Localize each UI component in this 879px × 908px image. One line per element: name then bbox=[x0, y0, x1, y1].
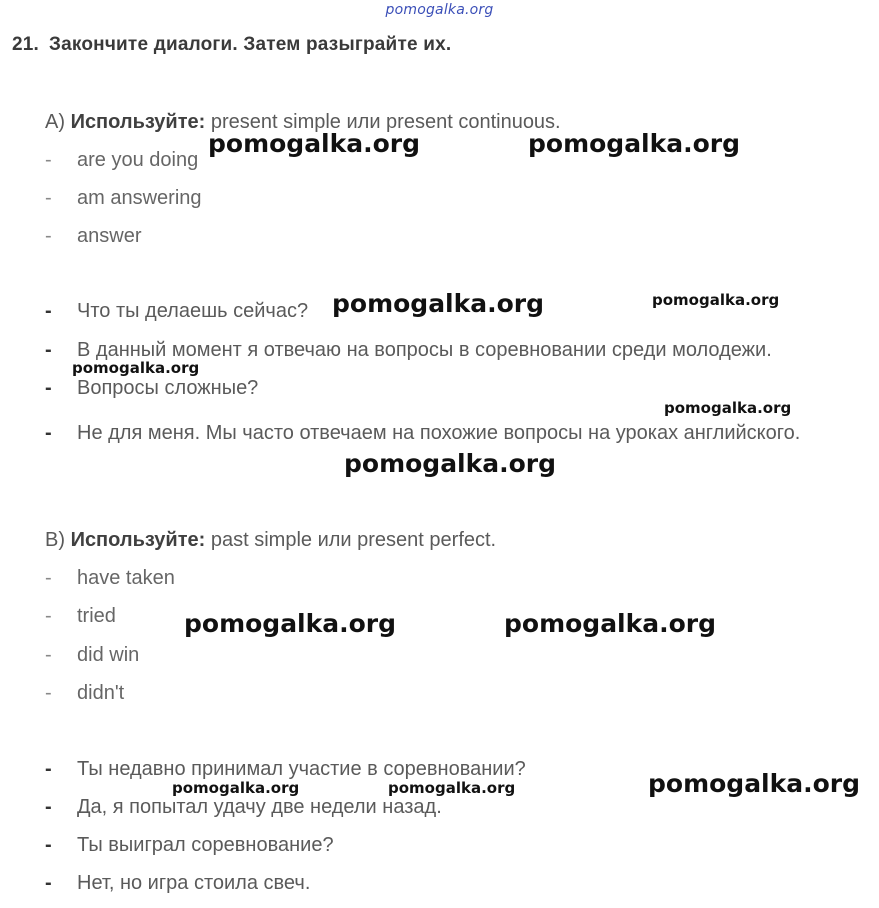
list-dash: - bbox=[45, 149, 52, 171]
dialogue-text: Ты недавно принимал участие в соревновании? bbox=[77, 758, 526, 780]
dialogue-line bbox=[45, 414, 868, 452]
dialogue-line bbox=[45, 377, 258, 400]
list-dash: - bbox=[45, 377, 52, 399]
part-b-instruction bbox=[45, 529, 496, 552]
dialogue-line bbox=[45, 834, 334, 857]
list-dash: - bbox=[45, 644, 52, 666]
watermark: pomogalka.org bbox=[332, 289, 545, 318]
part-b-use-label: Используйте: bbox=[70, 529, 206, 551]
list-item bbox=[45, 605, 116, 628]
list-item bbox=[45, 187, 202, 210]
option-text: tried bbox=[77, 605, 116, 627]
dialogue-text: В данный момент я отвечаю на вопросы в соревновании среди молодежи. bbox=[77, 339, 772, 361]
dialogue-text: Не для меня. Мы часто отвечаем на похожие вопросы на уроках английского. bbox=[77, 422, 801, 444]
list-dash: - bbox=[45, 225, 52, 247]
watermark: pomogalka.org bbox=[184, 609, 397, 638]
watermark: pomogalka.org bbox=[648, 769, 861, 798]
list-dash: - bbox=[45, 300, 52, 322]
watermark: pomogalka.org bbox=[388, 779, 516, 797]
list-dash: - bbox=[45, 872, 52, 894]
dialogue-line bbox=[45, 872, 310, 895]
part-a-prefix: A) bbox=[45, 111, 65, 133]
header-watermark: pomogalka.org bbox=[385, 2, 494, 18]
dialogue-text: Что ты делаешь сейчас? bbox=[77, 300, 309, 322]
dialogue-text: Вопросы сложные? bbox=[77, 377, 259, 399]
option-text: have taken bbox=[77, 567, 175, 589]
list-dash: - bbox=[45, 758, 52, 780]
watermark: pomogalka.org bbox=[664, 399, 792, 417]
list-dash: - bbox=[45, 605, 52, 627]
list-dash: - bbox=[45, 187, 52, 209]
dialogue-line bbox=[45, 758, 526, 781]
task-number: 21. bbox=[12, 34, 40, 55]
task-title bbox=[12, 34, 451, 56]
dialogue-text: Да, я попытал удачу две недели назад. bbox=[77, 796, 442, 818]
part-a-instruction-text: present simple или present continuous. bbox=[205, 111, 561, 133]
list-dash: - bbox=[45, 796, 52, 818]
watermark: pomogalka.org bbox=[528, 129, 741, 158]
list-item bbox=[45, 225, 141, 248]
part-b-prefix: B) bbox=[45, 529, 65, 551]
dialogue-text: Ты выиграл соревнование? bbox=[77, 834, 334, 856]
dialogue-text: Нет, но игра стоила свеч. bbox=[77, 872, 311, 894]
option-text: answer bbox=[77, 225, 142, 247]
watermark: pomogalka.org bbox=[504, 609, 717, 638]
list-item bbox=[45, 567, 175, 590]
option-text: am answering bbox=[77, 187, 202, 209]
watermark: pomogalka.org bbox=[208, 129, 421, 158]
watermark: pomogalka.org bbox=[344, 449, 557, 478]
dialogue-line bbox=[45, 300, 308, 323]
list-dash: - bbox=[45, 339, 52, 361]
list-item bbox=[45, 644, 139, 667]
watermark: pomogalka.org bbox=[172, 779, 300, 797]
list-item bbox=[45, 682, 124, 705]
list-dash: - bbox=[45, 567, 52, 589]
list-dash: - bbox=[45, 682, 52, 704]
list-item bbox=[45, 149, 198, 172]
list-dash: - bbox=[45, 422, 52, 444]
watermark: pomogalka.org bbox=[72, 359, 200, 377]
task-heading: Закончите диалоги. Затем разыграйте их. bbox=[49, 34, 452, 55]
dialogue-line bbox=[45, 796, 442, 819]
part-a-use-label: Используйте: bbox=[70, 111, 206, 133]
option-text: did win bbox=[77, 644, 140, 666]
list-dash: - bbox=[45, 834, 52, 856]
part-b-instruction-text: past simple или present perfect. bbox=[205, 529, 497, 551]
option-text: didn't bbox=[77, 682, 125, 704]
watermark: pomogalka.org bbox=[652, 291, 780, 309]
option-text: are you doing bbox=[77, 149, 199, 171]
